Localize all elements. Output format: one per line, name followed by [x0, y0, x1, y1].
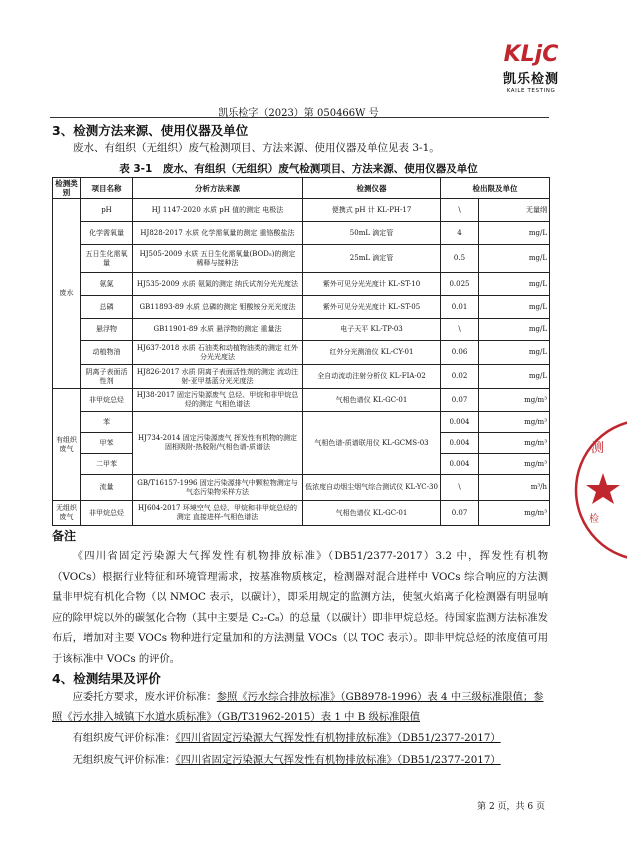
item-cell: 总磷: [81, 296, 133, 319]
table-row: [53, 412, 550, 433]
instrument-cell: 紫外可见分光光度计 KL-ST-05: [303, 296, 441, 319]
unit-cell: mg/m³: [479, 501, 550, 526]
limit-cell: \: [441, 475, 479, 501]
header-item: 项目名称: [81, 178, 133, 199]
table-row: [53, 319, 550, 341]
unorganized-standard-label: 无组织废气评价标准：: [72, 754, 176, 766]
section3-intro: 废水、有组织（无组织）废气检测项目、方法来源、使用仪器及单位见表 3-1。: [73, 142, 440, 154]
method-cell: HJ734-2014 固定污染源废气 挥发性有机物的测定 固相吸附-热脱附/气相色谱-质谱法: [133, 412, 303, 475]
item-cell: 非甲烷总烃: [81, 389, 133, 412]
item-cell: 五日生化需氧量: [81, 245, 133, 273]
table-row: [53, 475, 550, 501]
limit-cell: 0.004: [441, 454, 479, 475]
limit-cell: 0.02: [441, 365, 479, 389]
method-table: [52, 177, 550, 526]
unit-cell: mg/L: [479, 296, 550, 319]
method-cell: HJ826-2017 水质 阴离子表面活性剂的测定 流动注射-亚甲基蓝分光光度法: [133, 365, 303, 389]
category-cell: 无组织废气: [53, 501, 81, 526]
section4-title: 4、检测结果及评价: [52, 671, 161, 686]
unit-cell: mg/m³: [479, 412, 550, 433]
unit-cell: mg/L: [479, 273, 550, 296]
limit-cell: \: [441, 199, 479, 222]
organized-standard-label: 有组织废气评价标准：: [72, 732, 176, 744]
method-cell: HJ505-2009 水质 五日生化需氧量(BOD₅)的测定 稀释与接种法: [133, 245, 303, 273]
method-cell: HJ38-2017 固定污染源废气 总烃、甲烷和非甲烷总烃的测定 气相色谱法: [133, 389, 303, 412]
table-row: [53, 501, 550, 526]
unit-cell: mg/L: [479, 341, 550, 365]
header-category: 检测类别: [53, 178, 81, 199]
limit-cell: 0.01: [441, 296, 479, 319]
table-row: [53, 389, 550, 412]
unorganized-standard-text: 《四川省固定污染源大气挥发性有机物排放标准》（DB51/2377-2017）: [175, 754, 501, 766]
table-header-row: [53, 178, 550, 199]
limit-cell: 0.025: [441, 273, 479, 296]
limit-cell: 0.07: [441, 501, 479, 526]
logo-name-cn: 凯乐检测: [502, 72, 559, 87]
stamp-text-top: 测: [591, 441, 605, 456]
method-cell: HJ828-2017 水质 化学需氧量的测定 重铬酸盐法: [133, 222, 303, 245]
remark-text: 《四川省固定污染源大气挥发性有机物排放标准》（DB51/2377-2017）3.2 中，挥发性有机物（VOCs）根据行业特征和环境管理需求，按基准物质核定，检测器对混合进样中 VOCs 综合响应的方法测量非甲烷有机化合物（以 NMOC 表示，以碳计），即采用规定的监测方法，使氢火焰离子化检测器有明显响应的除甲烷以外的碳氢化合物（其中主要是 C₂-C₈）的总量（以碳计）即非甲烷总烃。待国家监测方法标准发布后，增加对主要 VOCs 物种进行定量加和的方法测量 VOCs（以 TOC 表示）。即非甲烷总烃的浓度值可用于该标准中 VOCs 的评价。: [52, 550, 548, 665]
method-cell: HJ 1147-2020 水质 pH 值的测定 电极法: [133, 199, 303, 222]
unit-cell: mg/L: [479, 365, 550, 389]
instrument-cell: 25mL 滴定管: [303, 245, 441, 273]
limit-cell: \: [441, 319, 479, 341]
item-cell: 流量: [81, 475, 133, 501]
item-cell: 悬浮物: [81, 319, 133, 341]
svg-text:KLjC: KLjC: [503, 42, 559, 67]
instrument-cell: 低浓度自动烟尘烟气综合测试仪 KL-YC-30: [303, 475, 441, 501]
instrument-cell: 50mL 滴定管: [303, 222, 441, 245]
logo-name-en: KAILE TESTING: [506, 88, 556, 94]
instrument-cell: 气相色谱仪 KL-GC-01: [303, 389, 441, 412]
water-standard-label: 应委托方要求，废水评价标准：: [72, 691, 217, 703]
instrument-cell: 便携式 pH 计 KL-PH-17: [303, 199, 441, 222]
company-logo: [496, 40, 566, 94]
instrument-cell: 气相色谱-质谱联用仪 KL-GCMS-03: [303, 412, 441, 475]
table-row: [53, 273, 550, 296]
water-standard-line: [52, 687, 548, 727]
unit-cell: mg/L: [479, 222, 550, 245]
organized-standard-text: 《四川省固定污染源大气挥发性有机物排放标准》（DB51/2377-2017）: [175, 732, 501, 744]
unit-cell: m³/h: [479, 475, 550, 501]
table-title: 表 3-1 废水、有组织（无组织）废气检测项目、方法来源、使用仪器及单位: [119, 163, 478, 175]
unit-cell: mg/m³: [479, 389, 550, 412]
item-cell: 二甲苯: [81, 454, 133, 475]
water-standard-text: 参照《污水综合排放标准》（GB8978-1996）表 4 中三级标准限值；参照《污水排入城镇下水道水质标准》（GB/T31962-2015）表 1 中 B 级标准限值: [52, 691, 544, 723]
instrument-cell: 气相色谱仪 KL-GC-01: [303, 501, 441, 526]
header-limit: 检出限及单位: [441, 178, 550, 199]
organized-standard-line: [52, 728, 548, 748]
section3-title: 3、检测方法来源、使用仪器及单位: [52, 123, 249, 138]
item-cell: 化学需氧量: [81, 222, 133, 245]
limit-cell: 0.004: [441, 412, 479, 433]
unit-cell: mg/L: [479, 245, 550, 273]
instrument-cell: 紫外可见分光光度计 KL-ST-10: [303, 273, 441, 296]
item-cell: 动植物油: [81, 341, 133, 365]
method-cell: HJ604-2017 环境空气 总烃、甲烷和非甲烷总烃的测定 直接进样-气相色谱法: [133, 501, 303, 526]
table-row: [53, 245, 550, 273]
limit-cell: 0.004: [441, 433, 479, 454]
remark-title: 备注: [52, 529, 77, 543]
item-cell: 甲苯: [81, 433, 133, 454]
limit-cell: 0.06: [441, 341, 479, 365]
limit-cell: 4: [441, 222, 479, 245]
method-cell: HJ535-2009 水质 氨氮的测定 纳氏试剂分光光度法: [133, 273, 303, 296]
header-instrument: 检测仪器: [303, 178, 441, 199]
method-cell: GB11893-89 水质 总磷的测定 钼酸铵分光光度法: [133, 296, 303, 319]
category-cell: 有组织废气: [53, 389, 81, 501]
header-method: 分析方法来源: [133, 178, 303, 199]
category-cell: 废水: [53, 199, 81, 389]
item-cell: 阴离子表面活性剂: [81, 365, 133, 389]
stamp-text-bottom: 检: [589, 514, 599, 525]
table-row: [53, 222, 550, 245]
method-cell: HJ637-2018 水质 石油类和动植物油类的测定 红外分光光度法: [133, 341, 303, 365]
page-number: 第 2 页，共 6 页: [477, 802, 545, 812]
item-cell: 非甲烷总烃: [81, 501, 133, 526]
method-cell: GB/T16157-1996 固定污染源排气中颗粒物测定与气态污染物采样方法: [133, 475, 303, 501]
item-cell: 氨氮: [81, 273, 133, 296]
unit-cell: mg/m³: [479, 454, 550, 475]
report-number: 凯乐检字（2023）第 050466W 号: [218, 108, 379, 119]
item-cell: pH: [81, 199, 133, 222]
kljc-logo-icon: [500, 40, 562, 66]
unorganized-standard-line: [52, 750, 548, 770]
official-stamp: [571, 415, 627, 565]
limit-cell: 0.07: [441, 389, 479, 412]
table-row: [53, 365, 550, 389]
method-cell: GB11901-89 水质 悬浮物的测定 重量法: [133, 319, 303, 341]
unit-cell: mg/m³: [479, 433, 550, 454]
table-row: [53, 199, 550, 222]
limit-cell: 0.5: [441, 245, 479, 273]
instrument-cell: 电子天平 KL-TP-03: [303, 319, 441, 341]
table-row: [53, 296, 550, 319]
unit-cell: mg/L: [479, 319, 550, 341]
unit-cell: 无量纲: [479, 199, 550, 222]
item-cell: 苯: [81, 412, 133, 433]
instrument-cell: 全自动流动注射分析仪 KL-FIA-02: [303, 365, 441, 389]
table-row: [53, 341, 550, 365]
header-divider: [50, 117, 549, 118]
instrument-cell: 红外分光测油仪 KL-CY-01: [303, 341, 441, 365]
